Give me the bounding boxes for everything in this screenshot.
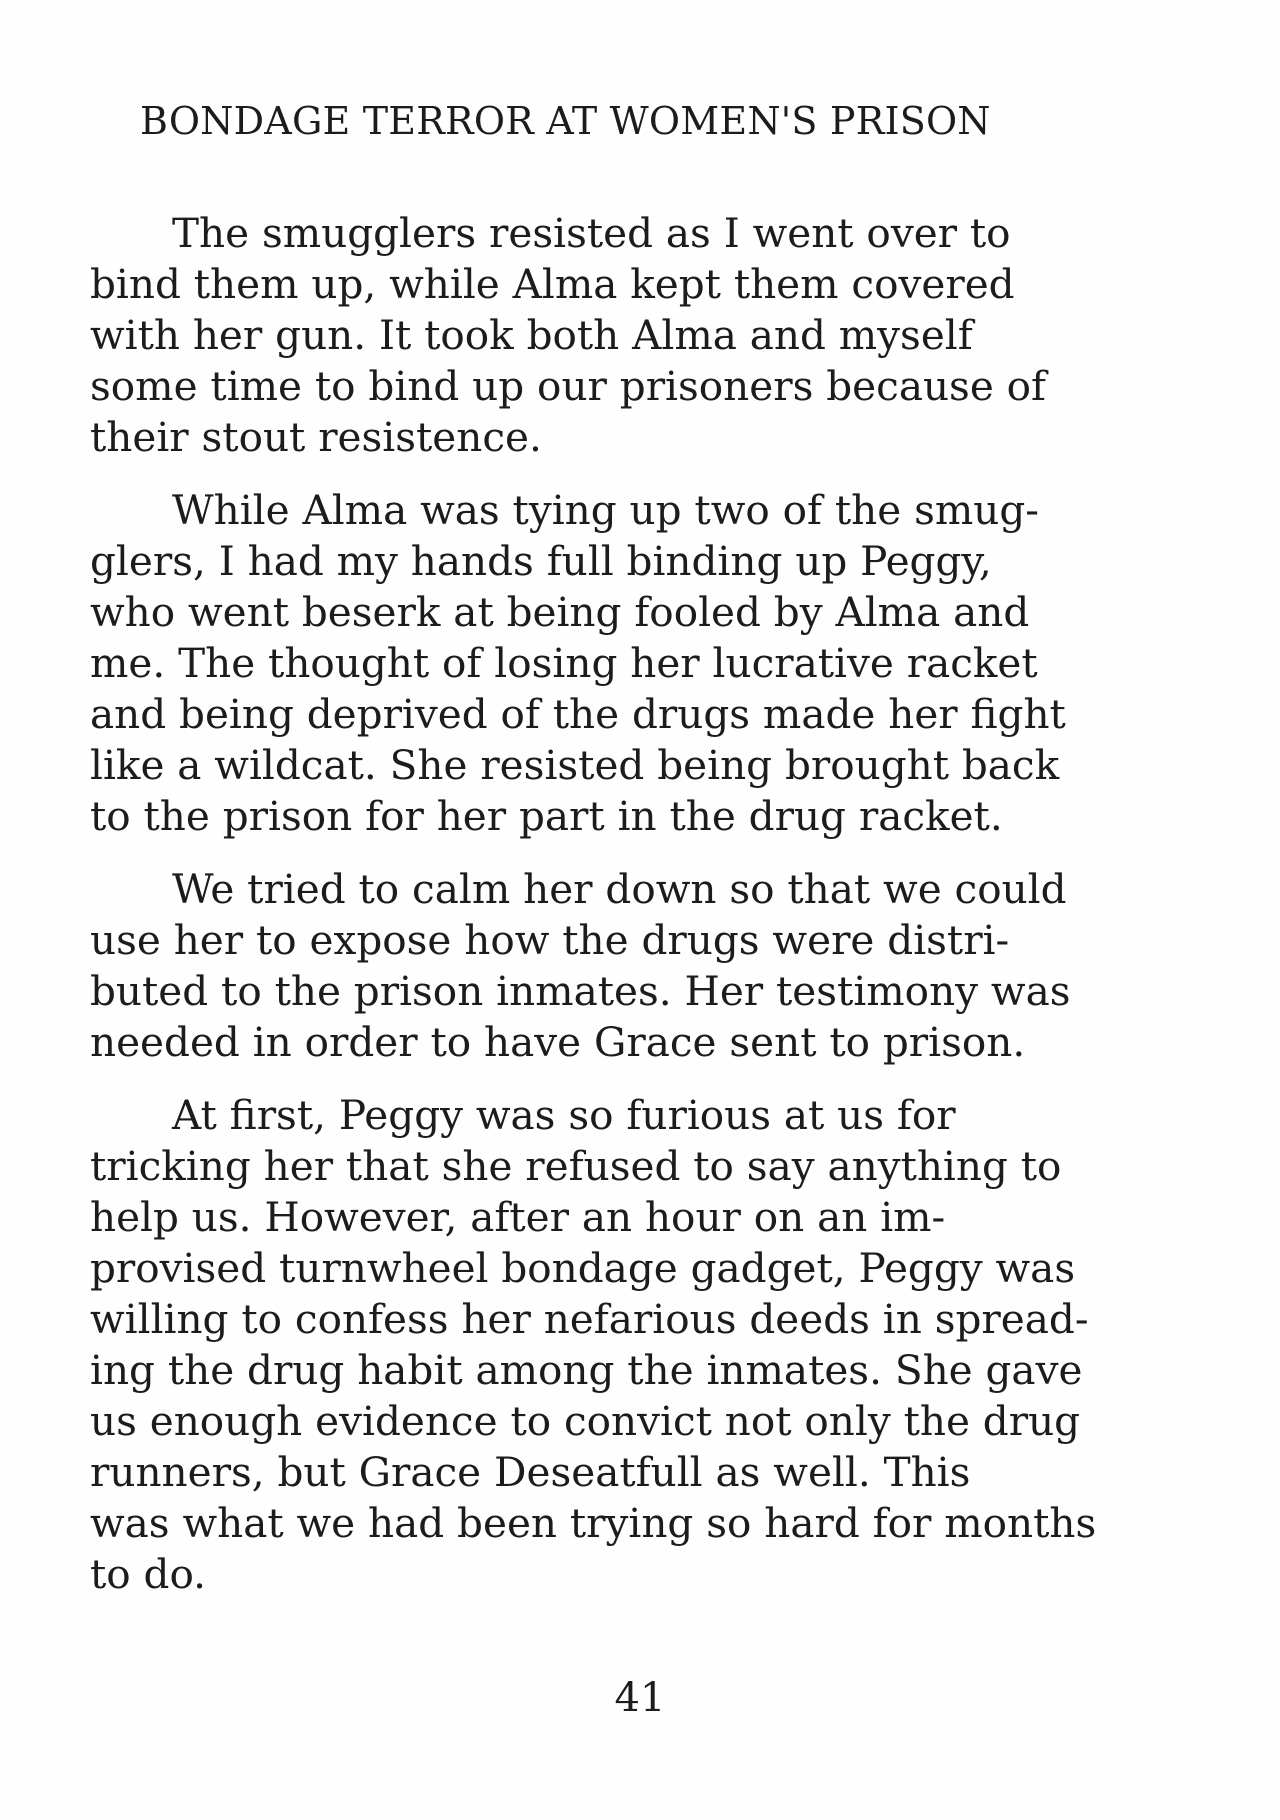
text-line: glers, I had my hands full binding up Peggy, <box>90 537 992 585</box>
body-text <box>90 208 1200 1622</box>
text-line: bind them up, while Alma kept them covered <box>90 260 1015 308</box>
text-line: use her to expose how the drugs were distri- <box>90 916 1010 964</box>
text-line: to the prison for her part in the drug racket. <box>90 792 1003 840</box>
text-line: me. The thought of losing her lucrative racket <box>90 639 1038 687</box>
text-line: At first, Peggy was so furious at us for <box>172 1091 956 1139</box>
text-line: buted to the prison inmates. Her testimony was <box>90 967 1071 1015</box>
text-line: ing the drug habit among the inmates. She gave <box>90 1346 1083 1394</box>
running-title: BONDAGE TERROR AT WOMEN'S PRISON <box>140 99 991 143</box>
text-line: We tried to calm her down so that we could <box>172 865 1067 913</box>
text-line: runners, but Grace Deseatfull as well. This <box>90 1448 971 1496</box>
text-line: like a wildcat. She resisted being brought back <box>90 741 1060 789</box>
text-line: who went beserk at being fooled by Alma and <box>90 588 1030 636</box>
paragraph <box>90 485 1200 842</box>
text-line: was what we had been trying so hard for months <box>90 1499 1097 1547</box>
text-line: their stout resistence. <box>90 413 542 461</box>
paragraph <box>90 208 1200 463</box>
text-line: some time to bind up our prisoners because of <box>90 362 1047 410</box>
text-line: with her gun. It took both Alma and myself <box>90 311 973 359</box>
text-line: While Alma was tying up two of the smug- <box>172 486 1039 534</box>
text-line: tricking her that she refused to say anything to <box>90 1142 1062 1190</box>
text-line: us enough evidence to convict not only the drug <box>90 1397 1081 1445</box>
text-line: needed in order to have Grace sent to prison. <box>90 1018 1026 1066</box>
text-line: willing to confess her nefarious deeds in spread- <box>90 1295 1089 1343</box>
page-number: 41 <box>614 1675 666 1721</box>
text-line: The smugglers resisted as I went over to <box>172 209 1011 257</box>
text-line: help us. However, after an hour on an im- <box>90 1193 946 1241</box>
paragraph <box>90 1090 1200 1600</box>
paragraph <box>90 864 1200 1068</box>
text-line: to do. <box>90 1550 207 1598</box>
text-line: and being deprived of the drugs made her fight <box>90 690 1066 738</box>
text-line: provised turnwheel bondage gadget, Peggy was <box>90 1244 1076 1292</box>
